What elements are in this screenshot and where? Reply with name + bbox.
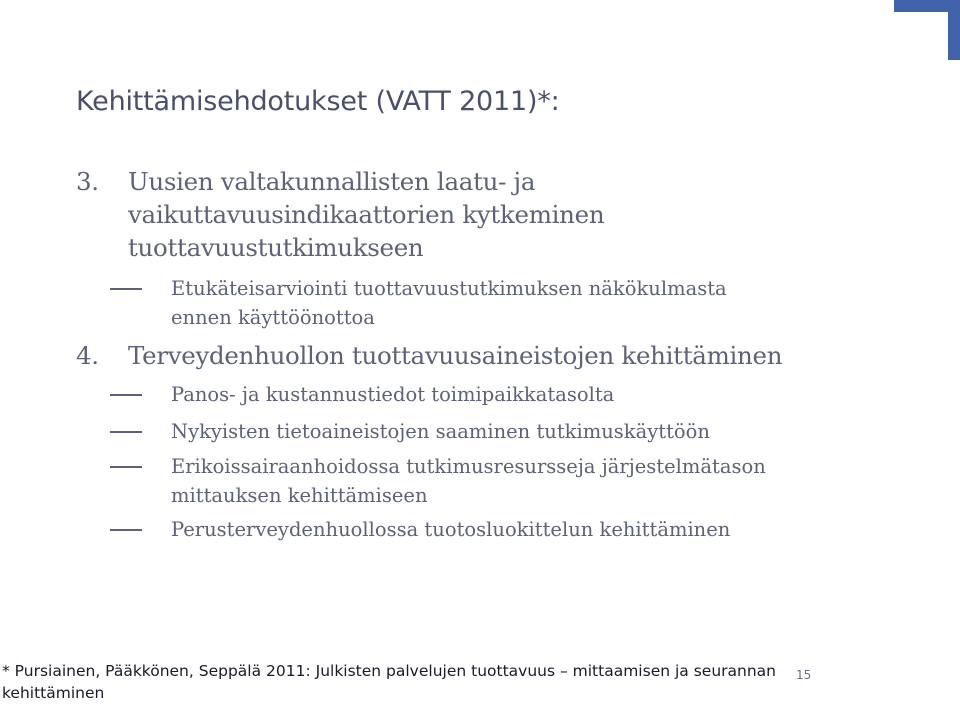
list-item-4-heading: [76, 339, 782, 372]
sub-item-4-4: [110, 515, 730, 544]
list-item-3-heading-line-3: tuottavuustutkimukseen: [128, 233, 424, 262]
list-item-3-heading-line-1: Uusien valtakunnallisten laatu- ja: [128, 167, 536, 196]
dash-bullet-icon: [110, 431, 142, 433]
list-item-3-number: 3.: [76, 167, 99, 196]
sub-item-3-1: [110, 274, 727, 332]
list-item-3-heading: [76, 165, 604, 264]
slide-title: Kehittämisehdotukset (VATT 2011)*:: [76, 86, 560, 117]
sub-item-line: Erikoissairaanhoidossa tutkimusresursseja järjestelmätason: [171, 455, 766, 478]
dash-bullet-icon: [110, 394, 142, 396]
list-item-4-heading-line-1: Terveydenhuollon tuottavuusaineistojen kehittäminen: [128, 341, 783, 370]
sub-item-line: Etukäteisarviointi tuottavuustutkimuksen näkökulmasta: [171, 277, 727, 300]
list-item-3-heading-line-2: vaikuttavuusindikaattorien kytkeminen: [128, 200, 605, 229]
sub-item-4-3: [110, 452, 766, 510]
dash-bullet-icon: [110, 466, 142, 468]
sub-item-line: mittauksen kehittämiseen: [171, 484, 428, 507]
sub-item-line: Perusterveydenhuollossa tuotosluokittelun kehittäminen: [171, 518, 731, 541]
sub-item-line: ennen käyttöönottoa: [171, 306, 375, 329]
sub-item-4-1: [110, 380, 614, 409]
sub-item-line: Nykyisten tietoaineistojen saaminen tutkimuskäyttöön: [171, 420, 710, 443]
sub-item-4-2: [110, 417, 710, 446]
dash-bullet-icon: [110, 288, 142, 290]
sub-item-line: Panos- ja kustannustiedot toimipaikkatasolta: [171, 383, 615, 406]
dash-bullet-icon: [110, 529, 142, 531]
list-item-4-number: 4.: [76, 341, 99, 370]
page-number: 15: [796, 668, 812, 682]
corner-decoration: [894, 0, 960, 60]
footnote-citation: * Pursiainen, Pääkkönen, Seppälä 2011: Julkisten palvelujen tuottavuus – mittaamisen ja seurannan kehittäminen: [2, 662, 776, 702]
